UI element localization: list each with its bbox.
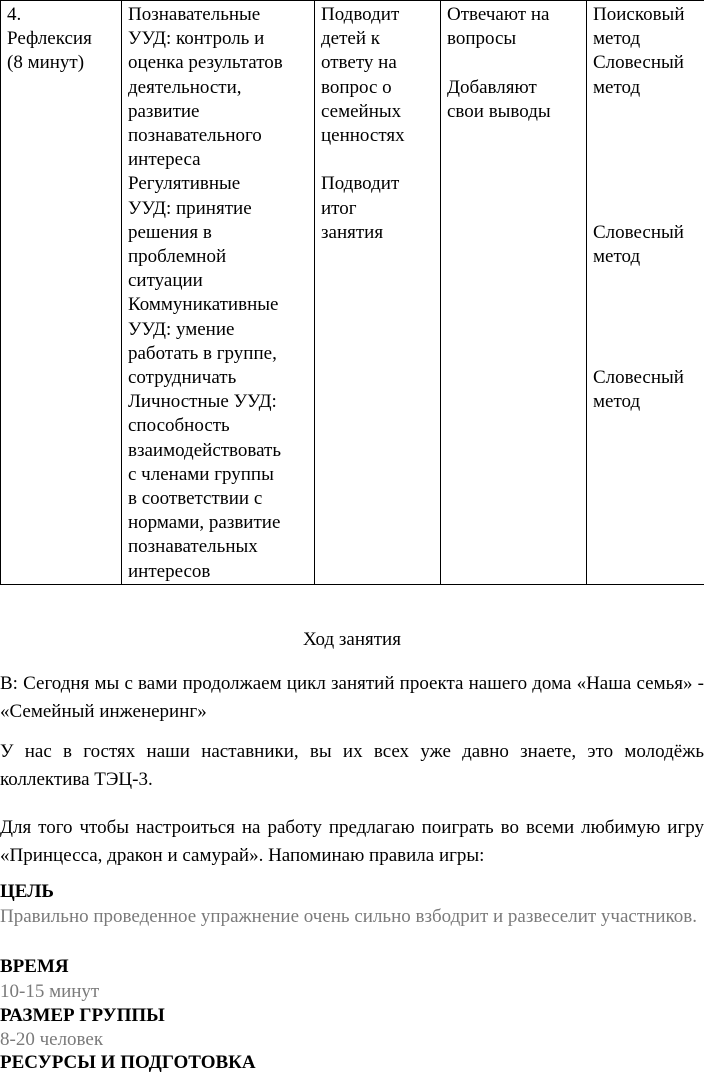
cell-line: развитие: [128, 100, 200, 122]
cell-line: [593, 342, 700, 366]
goal-label: ЦЕЛЬ: [0, 881, 54, 902]
cell-line: УУД: контроль и: [128, 28, 265, 50]
table-row: [1, 1, 704, 585]
cell-line: Словесный: [593, 221, 684, 243]
paragraph-intro: В: Сегодня мы с вами продолжаем цикл занятий проекта нашего дома «Наша семья» - «Семейный инженеринг»: [0, 673, 704, 722]
cell-line: [593, 197, 700, 221]
children-activity-lines: [447, 3, 582, 124]
paragraph-guests: У нас в гостях наши наставники, вы их всех уже давно знаете, это молодёжь коллектива ТЭЦ-3.: [0, 741, 704, 790]
time-label: ВРЕМЯ: [0, 956, 69, 977]
cell-line: детей к: [321, 28, 380, 50]
cell-line: занятия: [321, 221, 384, 243]
cell-line: взаимодействовать: [128, 439, 282, 461]
cell-line: Подводит: [321, 4, 400, 25]
cell-line: Словесный: [593, 366, 684, 388]
cell-line: сотрудничать: [128, 367, 237, 389]
cell-line: интереса: [128, 149, 201, 171]
cell-line: работать в группе,: [128, 342, 277, 364]
teacher-activity-lines: [321, 3, 436, 245]
cell-line: проблемной: [128, 246, 227, 268]
cell-line: [593, 293, 700, 317]
cell-line: Словесный: [593, 52, 684, 74]
cell-line: метод: [593, 391, 641, 413]
cell-line: способность: [128, 415, 230, 437]
cell-line: [593, 148, 700, 172]
cell-line: Познавательные: [128, 4, 261, 25]
method-lines: [593, 3, 700, 414]
cell-line: деятельности,: [128, 76, 242, 98]
cell-line: ответу на: [321, 52, 397, 74]
cell-line: [447, 51, 582, 75]
cell-line: оценка результатов: [128, 52, 283, 74]
time-text: 10-15 минут: [0, 981, 100, 1002]
cell-line: [593, 318, 700, 342]
section-heading: Ход занятия: [303, 629, 401, 650]
cell-line: нормами, развитие: [128, 512, 281, 534]
cell-line: свои выводы: [447, 100, 551, 122]
children-activity-cell: [441, 1, 587, 585]
cell-line: Рефлексия: [7, 28, 92, 50]
cell-line: вопросы: [447, 28, 517, 50]
cell-line: [593, 269, 700, 293]
cell-line: Коммуникативные: [128, 294, 279, 316]
cell-line: [321, 148, 436, 172]
cell-line: вопрос о: [321, 76, 392, 98]
paragraph-game: Для того чтобы настроиться на работу предлагаю поиграть во всеми любимую игру «Принцесса, дракон и самурай». Напоминаю правила игры:: [0, 817, 704, 866]
cell-line: познавательных: [128, 536, 258, 558]
cell-line: Поисковый: [593, 4, 685, 25]
cell-line: 4.: [7, 4, 22, 25]
uud-cell: [122, 1, 315, 585]
cell-line: (8 минут): [7, 52, 85, 74]
cell-line: Отвечают на: [447, 4, 550, 25]
cell-line: [593, 100, 700, 124]
cell-line: метод: [593, 245, 641, 267]
teacher-activity-cell: [315, 1, 441, 585]
method-cell: [587, 1, 704, 585]
stage-lines: [7, 3, 117, 76]
stage-cell: [1, 1, 122, 585]
uud-lines: [128, 3, 310, 584]
cell-line: [593, 124, 700, 148]
group-size-text: 8-20 человек: [0, 1029, 104, 1050]
cell-line: метод: [593, 28, 641, 50]
cell-line: УУД: принятие: [128, 197, 252, 219]
cell-line: познавательного: [128, 125, 262, 147]
cell-line: семейных: [321, 100, 402, 122]
cell-line: метод: [593, 76, 641, 98]
cell-line: с членами группы: [128, 463, 274, 485]
cell-line: УУД: умение: [128, 318, 235, 340]
cell-line: в соответствии с: [128, 488, 263, 510]
resources-label: РЕСУРСЫ И ПОДГОТОВКА: [0, 1052, 256, 1073]
group-size-label: РАЗМЕР ГРУППЫ: [0, 1005, 165, 1026]
cell-line: ситуации: [128, 270, 203, 292]
cell-line: итог: [321, 197, 357, 219]
cell-line: Личностные УУД:: [128, 391, 277, 413]
cell-line: Подводит: [321, 173, 400, 195]
cell-line: интересов: [128, 560, 211, 582]
cell-line: [593, 172, 700, 196]
goal-text: Правильно проведенное упражнение очень сильно взбодрит и развеселит участников.: [0, 906, 697, 927]
cell-line: Регулятивные: [128, 173, 241, 195]
cell-line: решения в: [128, 221, 212, 243]
cell-line: Добавляют: [447, 76, 537, 98]
cell-line: ценностях: [321, 125, 405, 147]
